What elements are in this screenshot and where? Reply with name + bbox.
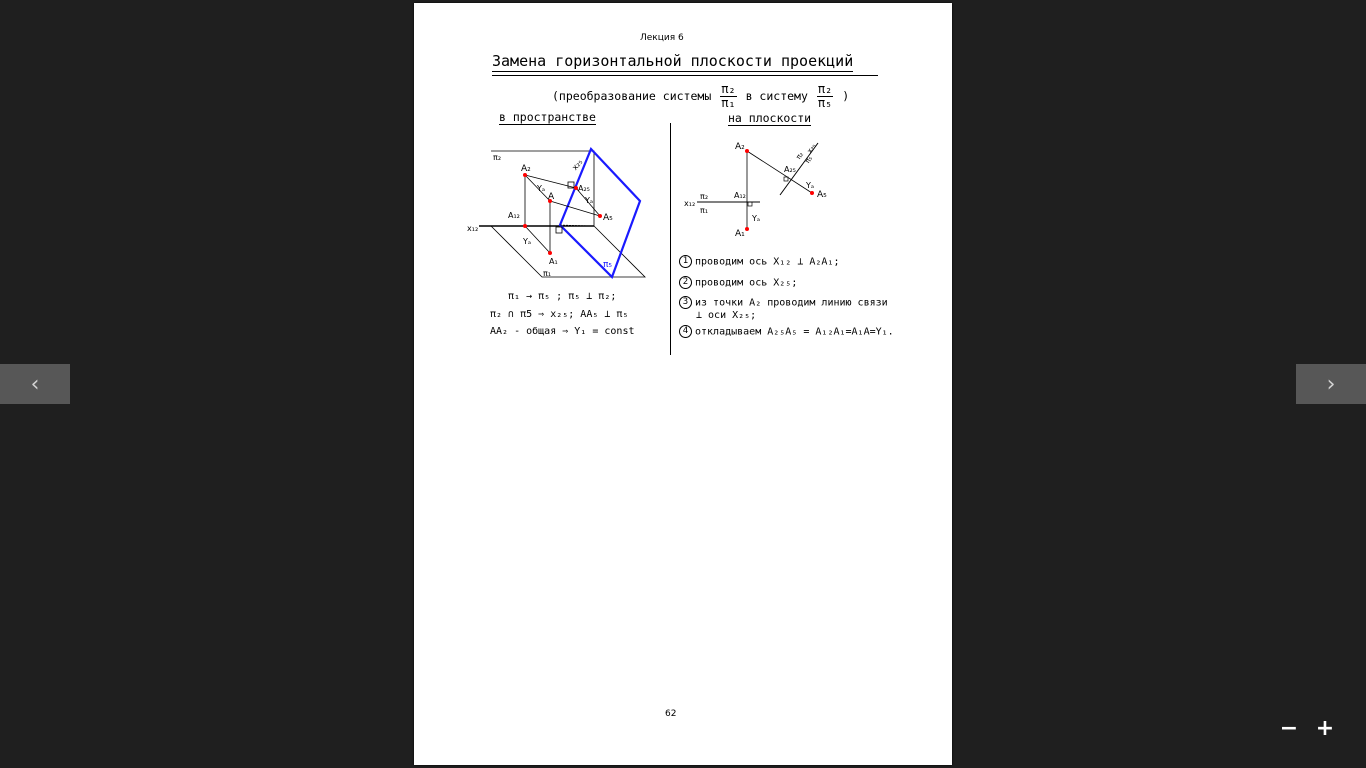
- svg-text:π₁: π₁: [543, 269, 552, 278]
- header-space: в пространстве: [499, 110, 596, 124]
- page-number: 62: [665, 709, 677, 719]
- chevron-left-icon: ‹: [30, 371, 40, 397]
- step-4: 4 откладываем A₂₅A₅ = A₁₂A₁=A₁A=Y₁.: [679, 325, 894, 338]
- step-2: 2 проводим ось X₂₅;: [679, 276, 797, 289]
- formula-2: π₂ ∩ π5 ⇒ x₂₅; AA₅ ⊥ π₅: [490, 309, 629, 320]
- svg-text:x₁₂: x₁₂: [467, 224, 479, 233]
- fraction-pi2-pi1: $\frac{\text{π₂}}{\text{π₁}}$: [721, 82, 736, 110]
- space-diagram: [464, 143, 664, 293]
- step-3: 3 из точки A₂ проводим линию связи: [679, 296, 888, 309]
- step-3-continued: ⊥ оси X₂₅;: [696, 310, 757, 321]
- step-1: 1 проводим ось X₁₂ ⊥ A₂A₁;: [679, 255, 840, 268]
- point-A2-flat: [745, 149, 749, 153]
- fraction-pi2-pi5: $\frac{\text{π₂}}{\text{π₅}}$: [817, 82, 833, 110]
- svg-text:A₂: A₂: [735, 142, 745, 152]
- svg-text:π₂: π₂: [794, 150, 806, 161]
- svg-text:A₅: A₅: [603, 213, 613, 223]
- next-page-button[interactable]: [1296, 364, 1366, 404]
- svg-text:π₅: π₅: [803, 154, 815, 165]
- point-A1-flat: [745, 227, 749, 231]
- svg-text:A₁: A₁: [549, 257, 558, 266]
- point-A12: [523, 224, 527, 228]
- svg-text:A₅: A₅: [817, 190, 827, 200]
- svg-text:A: A: [548, 192, 555, 202]
- subtitle: (преобразование системы $\frac{\text{π₂}}{\text{π₁}}$ в систему $\frac{\text{π₂}}{\text{π₅}}$ ): [552, 82, 850, 110]
- minus-icon: −: [1279, 715, 1299, 741]
- prev-page-button[interactable]: [0, 364, 70, 404]
- point-A5: [598, 214, 602, 218]
- svg-text:Yₐ: Yₐ: [806, 181, 815, 190]
- plus-icon: +: [1315, 715, 1335, 741]
- svg-text:x₂₅: x₂₅: [570, 157, 585, 172]
- chevron-right-icon: ›: [1326, 371, 1336, 397]
- svg-text:π₅: π₅: [603, 260, 613, 270]
- svg-text:A₁₂: A₁₂: [508, 211, 520, 220]
- svg-text:π₂: π₂: [700, 192, 709, 201]
- document-page: [414, 3, 952, 765]
- plane-diagram: [682, 135, 852, 245]
- svg-text:A₂₅: A₂₅: [578, 184, 590, 193]
- point-A1: [548, 251, 552, 255]
- page-title: Замена горизонтальной плоскости проекций: [492, 52, 854, 70]
- svg-text:A₁₂: A₁₂: [734, 191, 746, 200]
- column-divider: [670, 123, 671, 355]
- svg-text:A₂₅: A₂₅: [784, 165, 796, 174]
- title-underline: [492, 75, 878, 76]
- formula-3: AA₂ - общая ⇒ Y₁ = const: [490, 326, 635, 337]
- zoom-in-button[interactable]: [1313, 716, 1337, 740]
- svg-text:x₂₅: x₂₅: [805, 142, 818, 155]
- point-A5-flat: [810, 191, 814, 195]
- zoom-out-button[interactable]: [1277, 716, 1301, 740]
- svg-text:Yₐ: Yₐ: [585, 196, 594, 205]
- svg-text:A₂: A₂: [521, 164, 531, 174]
- header-plane: на плоскости: [728, 111, 812, 125]
- svg-text:A₁: A₁: [735, 229, 745, 239]
- svg-text:Yₐ: Yₐ: [752, 214, 761, 223]
- lecture-label: Лекция 6: [640, 33, 684, 43]
- formula-1: π₁ → π₅ ; π₅ ⊥ π₂;: [508, 291, 617, 302]
- svg-text:π₂: π₂: [493, 153, 502, 162]
- svg-text:π₁: π₁: [700, 206, 709, 215]
- svg-text:Yₐ: Yₐ: [523, 237, 532, 246]
- svg-text:Yₐ: Yₐ: [537, 184, 546, 193]
- svg-text:x₁₂: x₁₂: [684, 199, 696, 208]
